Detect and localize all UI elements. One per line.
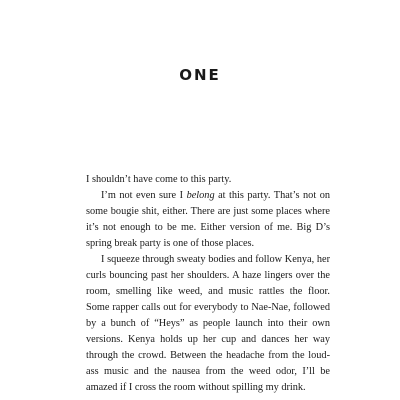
paragraph-2-start: I’m not even sure I [101,190,187,201]
paragraph-1: I shouldn’t have come to this party. [86,174,232,185]
paragraph-3: I squeeze through sweaty bodies and follow Kenya, her curls bouncing past her shoulders. A haze lingers over the room, smelling like weed, and music rattles the floor. Some rapper calls out for everybody to Nae-Nae, followed by a bunch of “Heys” as people launch into their own versions. Kenya holds up her cup and dances her way through the crowd. Between the headache from the loud-ass music and the nausea from the weed odor, I’ll be amazed if I cross the room without spilling my drink. [86,254,330,393]
paragraph-2-end: at this party. That’s not on some bougie shit, either. There are just some places where it’s not enough to be me. Either version of me. Big D’s spring break party is one of those places. [86,190,330,249]
emphasis-belong: belong [186,190,215,201]
body-text [86,172,330,396]
chapter-title: ONE [179,66,221,84]
paragraph-2 [86,188,330,252]
